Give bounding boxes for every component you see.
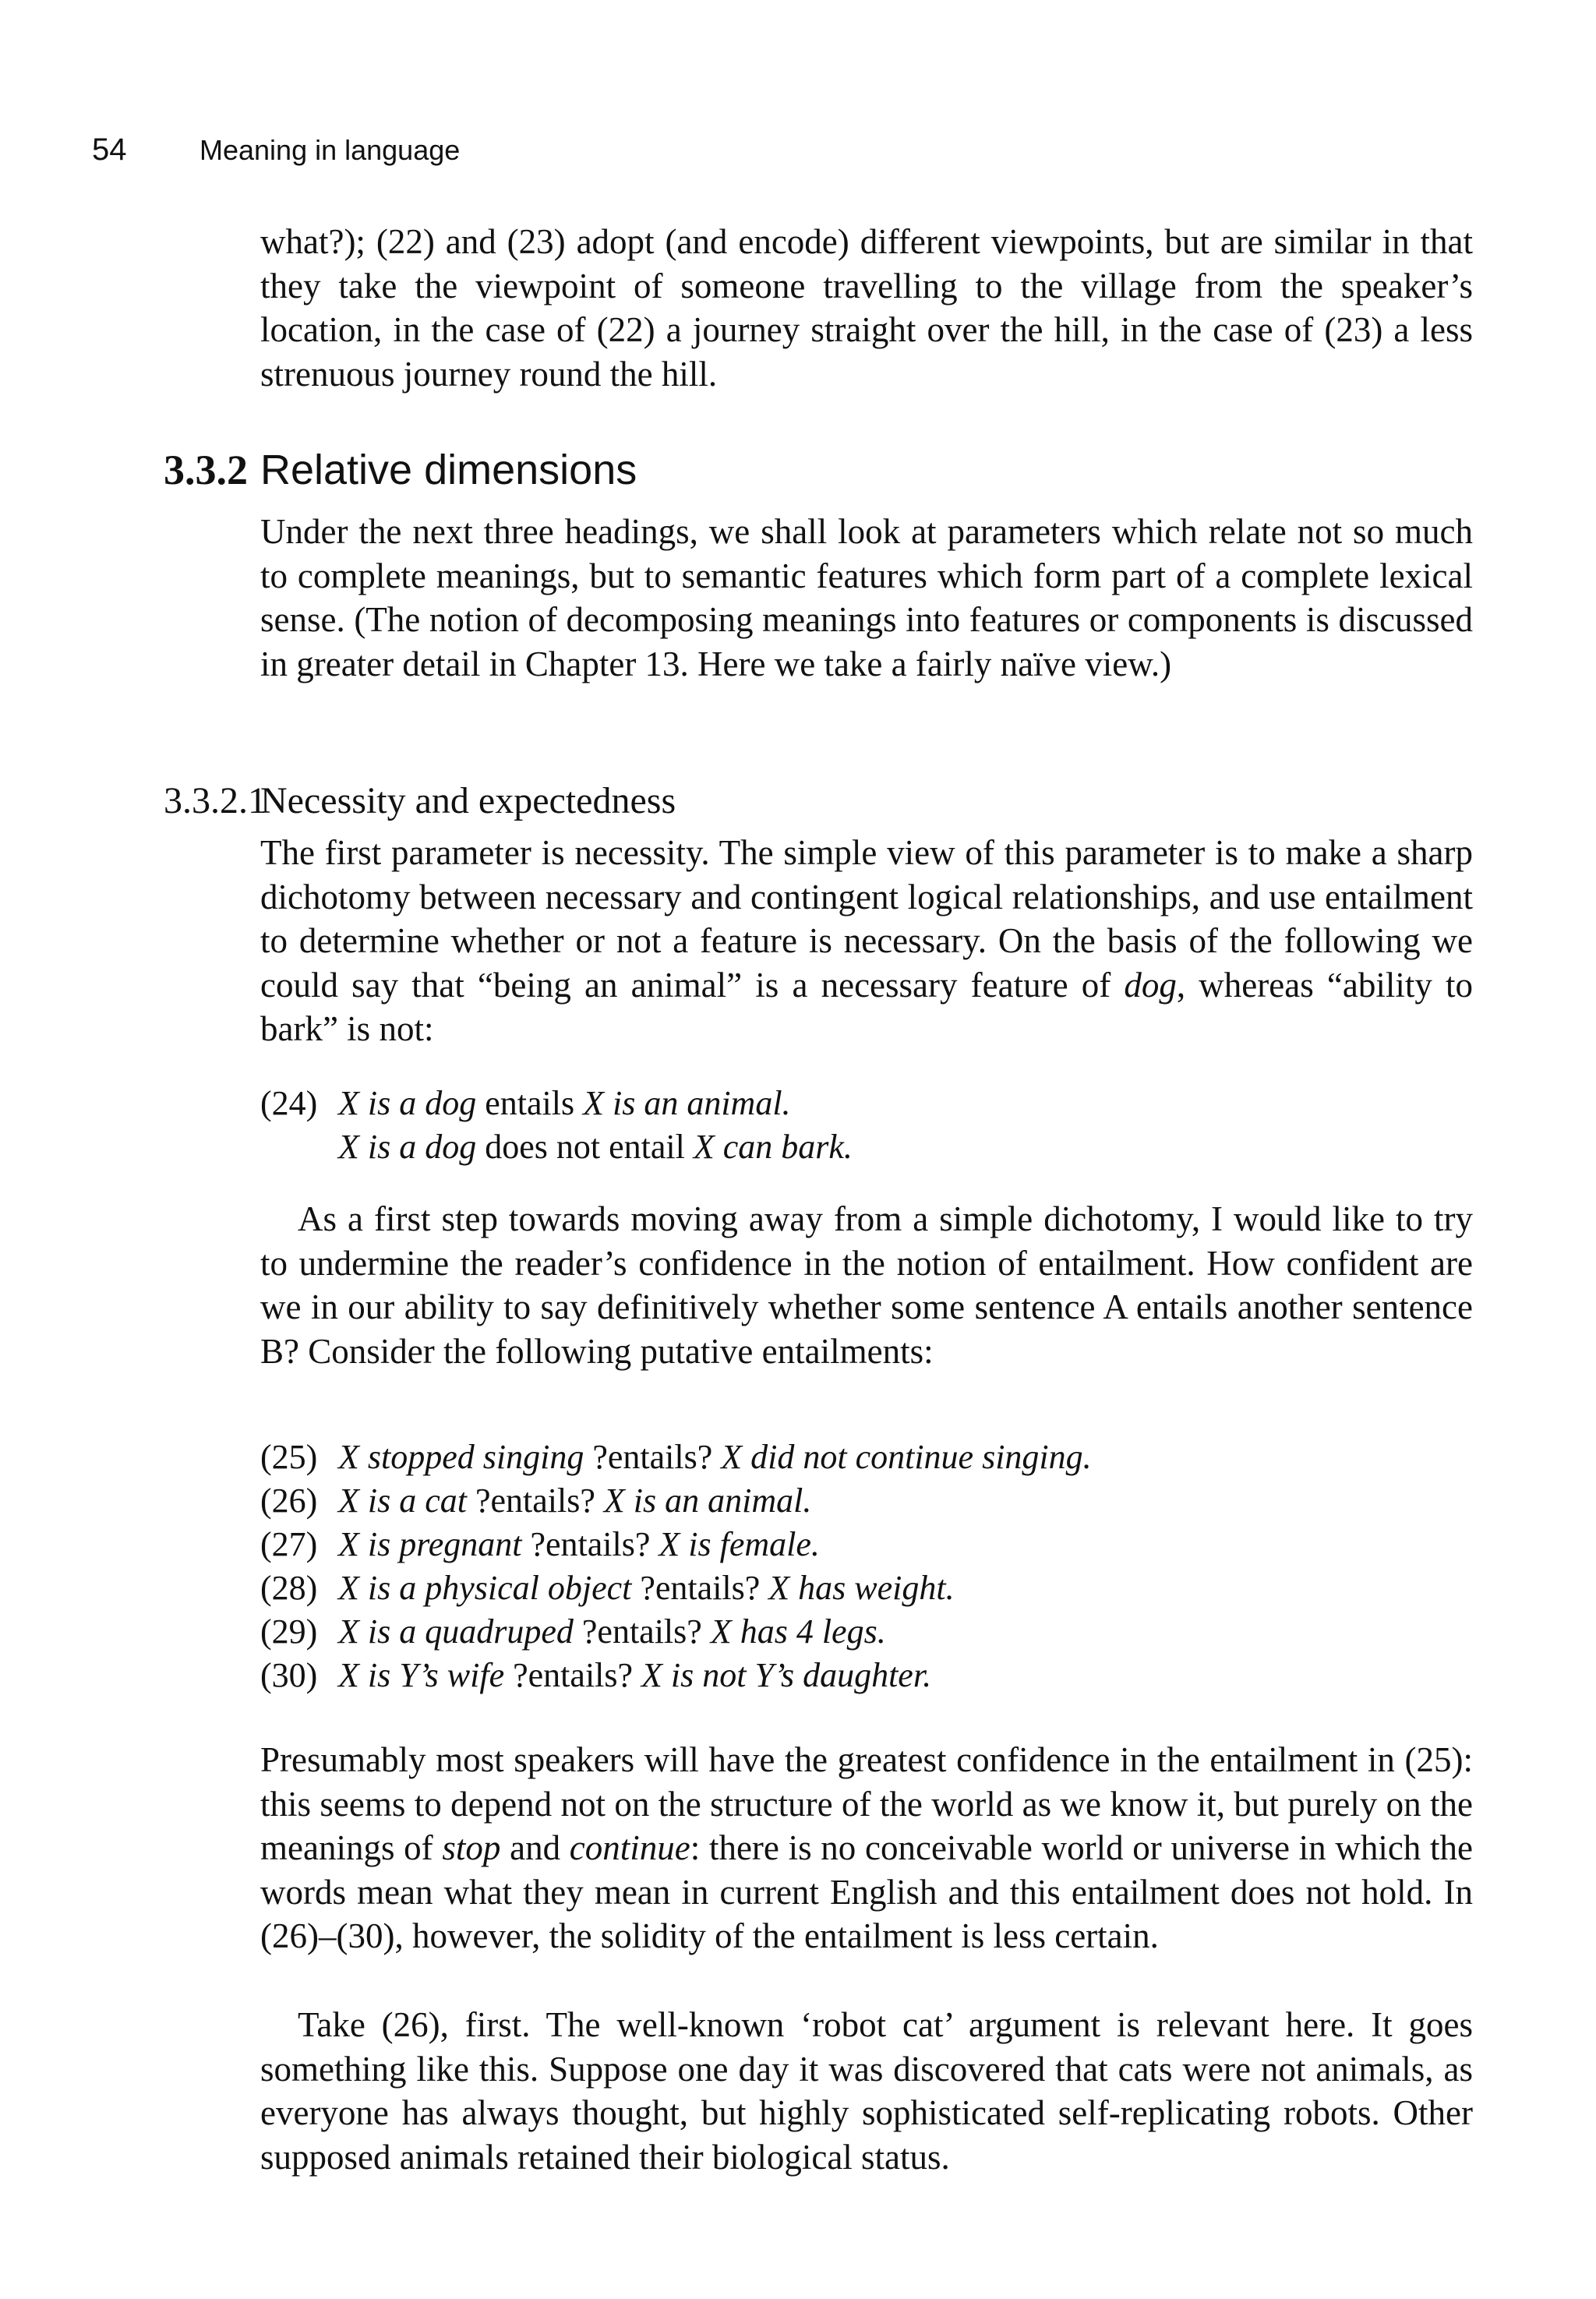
example-premise: X is a cat [338,1481,467,1520]
example-relation: does not entail [476,1128,694,1166]
entailment-paragraph [260,1197,1473,1373]
example-conclusion: X is female. [659,1525,820,1563]
paragraph-text: and [500,1828,570,1867]
paragraph-text: what?); (22) and (23) adopt (and encode) different viewpoints, but are similar in that they take the viewpoint of someone travelling to the village from the speaker’s location, in the case of (22) a journey straight over the hill, in the case of (23) a less strenuous journey round the hill. [260,222,1473,394]
example-premise: X is a dog [338,1128,477,1166]
paragraph-text: As a first step towards moving away from a simple dichotomy, I would like to try to undermine the reader’s confidence in the notion of entailment. How confident are we in our ability to say definitively whether some sentence A entails another sentence B? Consider the following putative entailments: [260,1199,1473,1371]
example-number: (26) [260,1481,318,1520]
list-item [260,1610,1092,1654]
section-title: Relative dimensions [260,447,637,493]
list-item [260,1479,1092,1523]
example-number: (29) [260,1612,318,1651]
example-premise: X is pregnant [338,1525,522,1563]
example-conclusion: X is not Y’s daughter. [641,1656,932,1694]
example-number: (30) [260,1656,318,1694]
robot-cat-paragraph [260,2003,1473,2179]
example-premise: X is a dog [338,1084,477,1122]
term-stop: stop [442,1828,501,1867]
example-24 [260,1082,853,1169]
example-conclusion: X is an animal. [603,1481,812,1520]
example-relation: ?entails? [631,1569,769,1607]
subsection-title: Necessity and expectedness [260,780,676,821]
subsection-heading [164,779,676,822]
example-list [260,1436,1092,1697]
example-premise: X is a physical object [338,1569,632,1607]
example-conclusion: X is an animal. [583,1084,791,1122]
paragraph-text: Take (26), first. The well-known ‘robot cat’ argument is relevant here. It goes something like this. Suppose one day it was discovered that cats were not animals, as everyone has always thought, but highly sophisticated self-replicating robots. Other supposed animals retained their biological status. [260,2005,1473,2177]
paragraph-text: , whereas “ability to bark” is not: [260,965,1473,1048]
list-item [260,1436,1092,1479]
example-conclusion: X has weight. [768,1569,955,1607]
example-number: (24) [260,1084,318,1122]
example-number: (25) [260,1438,318,1476]
paragraph-text: Under the next three headings, we shall look at parameters which relate not so much to complete meanings, but to semantic features which form part of a complete lexical sense. (The notion of decomposing meanings into features or components is discussed in greater detail in Chapter 13. Here we take a fairly naïve view.) [260,512,1473,683]
paragraph-text: : there is no conceivable world or universe in which the words mean what they mean in current English and this entailment does not hold. In (26)–(30), however, the solidity of the entailment is less certain. [260,1828,1473,1955]
presumably-paragraph [260,1738,1473,1958]
list-item [260,1566,1092,1610]
running-title: Meaning in language [200,134,461,166]
paragraph-text: Presumably most speakers will have the greatest confidence in the entailment in (25): this seems to depend not on the structure of the world as we know it, but purely on the meanings of [260,1740,1473,1867]
opening-paragraph [260,220,1473,396]
example-conclusion: X has 4 legs. [710,1612,886,1651]
term-continue: continue [569,1828,690,1867]
section-intro-paragraph [260,510,1473,686]
page-number: 54 [92,132,127,167]
subsection-number: 3.3.2.1 [164,780,267,821]
example-relation: ?entails? [584,1438,722,1476]
example-conclusion: X can bark. [693,1128,853,1166]
example-relation: ?entails? [504,1656,642,1694]
list-item [260,1523,1092,1566]
term-dog: dog [1124,965,1177,1005]
necessity-paragraph [260,831,1473,1051]
example-number: (27) [260,1525,318,1563]
example-relation: ?entails? [521,1525,659,1563]
example-number: (28) [260,1569,318,1607]
section-heading [164,446,637,494]
running-header [92,132,460,168]
list-item [260,1654,1092,1697]
example-premise: X is Y’s wife [338,1656,505,1694]
example-relation: entails [476,1084,584,1122]
example-relation: ?entails? [466,1481,604,1520]
example-premise: X stopped singing [338,1438,584,1476]
section-number: 3.3.2 [164,447,248,493]
paragraph-text: The first parameter is necessity. The simple view of this parameter is to make a sharp dichotomy between necessary and contingent logical relationships, and use entailment to determine whether or not a feature is necessary. On the basis of the following we could say that “being an animal” is a necessary feature of [260,833,1473,1005]
example-relation: ?entails? [573,1612,711,1651]
example-premise: X is a quadruped [338,1612,574,1651]
example-conclusion: X did not continue singing. [721,1438,1092,1476]
